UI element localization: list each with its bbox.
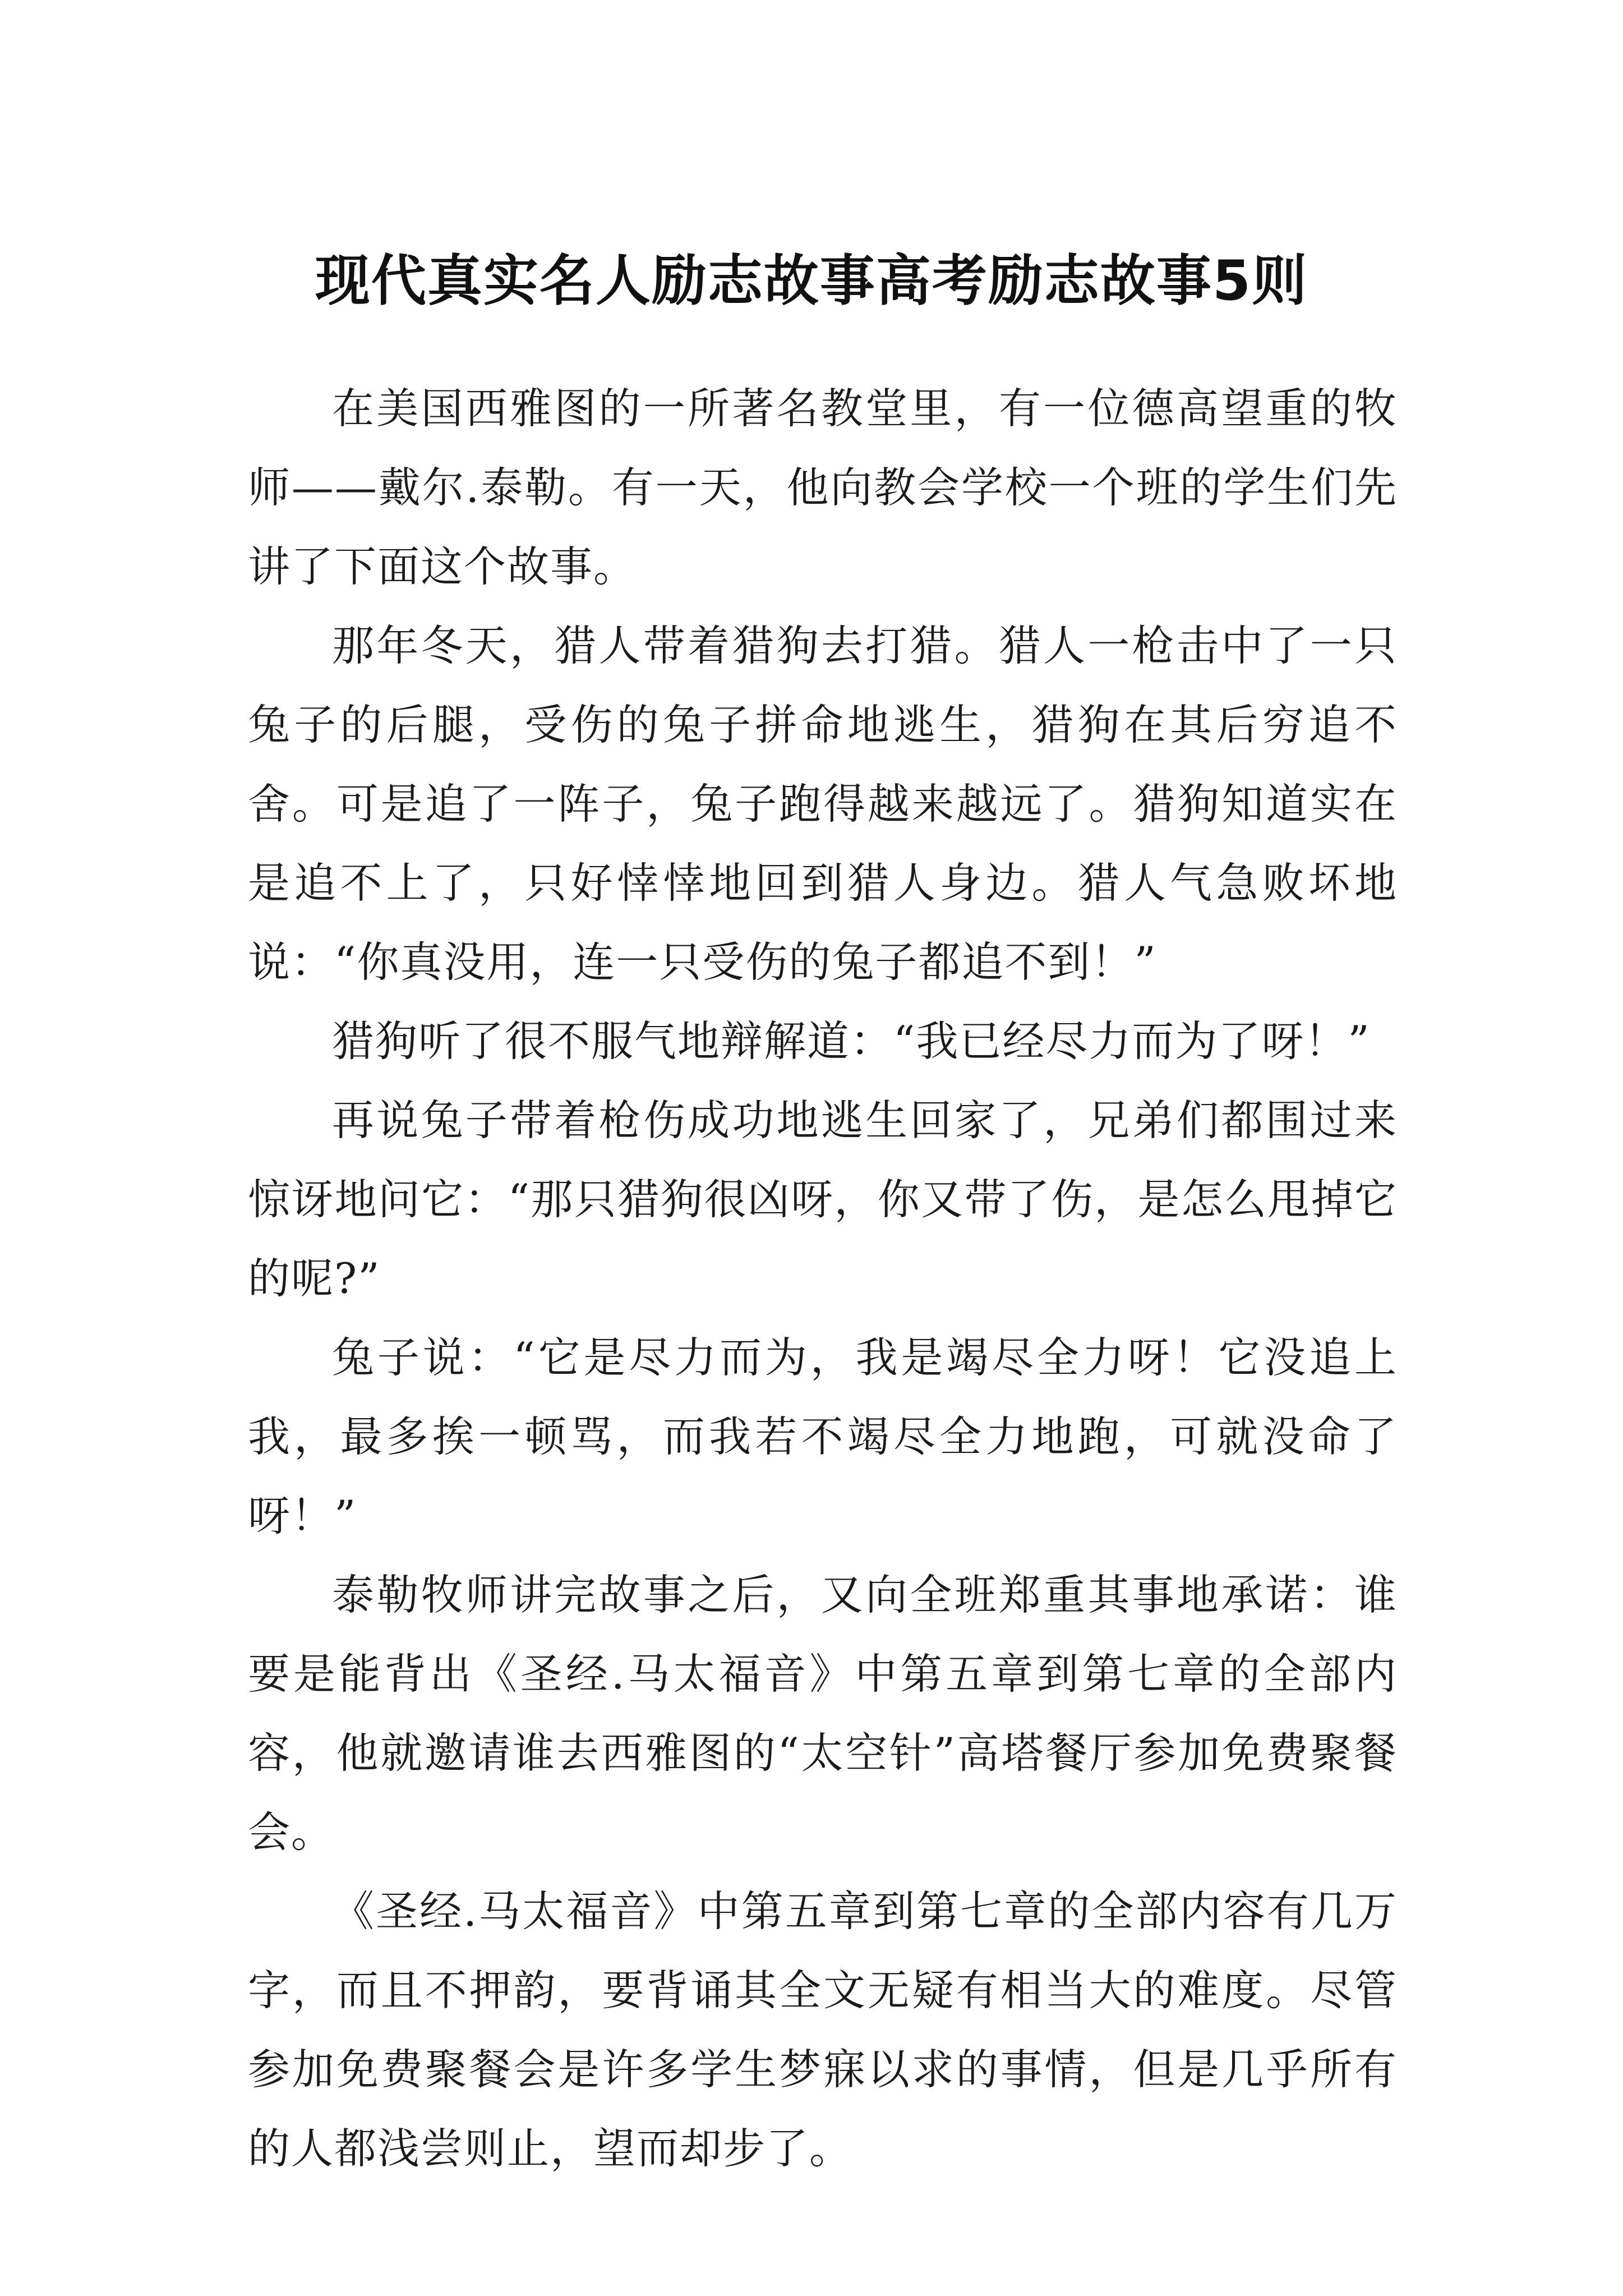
paragraph: 在美国西雅图的一所著名教堂里，有一位德高望重的牧师——戴尔.泰勒。有一天，他向教会学校一个班的学生们先讲了下面这个故事。: [248, 384, 1398, 591]
paragraph: 那年冬天，猎人带着猎狗去打猎。猎人一枪击中了一只兔子的后腿，受伤的兔子拼命地逃生，猎狗在其后穷追不舍。可是追了一阵子，兔子跑得越来越远了。猎狗知道实在是追不上了，只好悻悻地回到猎人身边。猎人气急败坏地说：“你真没用，连一只受伤的兔子都追不到！”: [248, 621, 1398, 987]
document-title: 现代真实名人励志故事高考励志故事5则: [315, 249, 1308, 313]
paragraph: 泰勒牧师讲完故事之后，又向全班郑重其事地承诺：谁要是能背出《圣经.马太福音》中第五章到第七章的全部内容，他就邀请谁去西雅图的“太空针”高塔餐厅参加免费聚餐会。: [248, 1570, 1398, 1857]
paragraph: 猎狗听了很不服气地辩解道：“我已经尽力而为了呀！”: [332, 1016, 1371, 1066]
paragraph: 兔子说：“它是尽力而为，我是竭尽全力呀！它没追上我，最多挨一顿骂，而我若不竭尽全力地跑，可就没命了呀！”: [248, 1333, 1398, 1540]
document-body: [248, 369, 1398, 2188]
paragraph: 再说兔子带着枪伤成功地逃生回家了，兄弟们都围过来惊讶地问它：“那只猎狗很凶呀，你又带了伤，是怎么甩掉它的呢?”: [248, 1096, 1398, 1303]
paragraph: 《圣经.马太福音》中第五章到第七章的全部内容有几万字，而且不押韵，要背诵其全文无疑有相当大的难度。尽管参加免费聚餐会是许多学生梦寐以求的事情，但是几乎所有的人都浅尝则止，望而却步了。: [248, 1887, 1398, 2173]
